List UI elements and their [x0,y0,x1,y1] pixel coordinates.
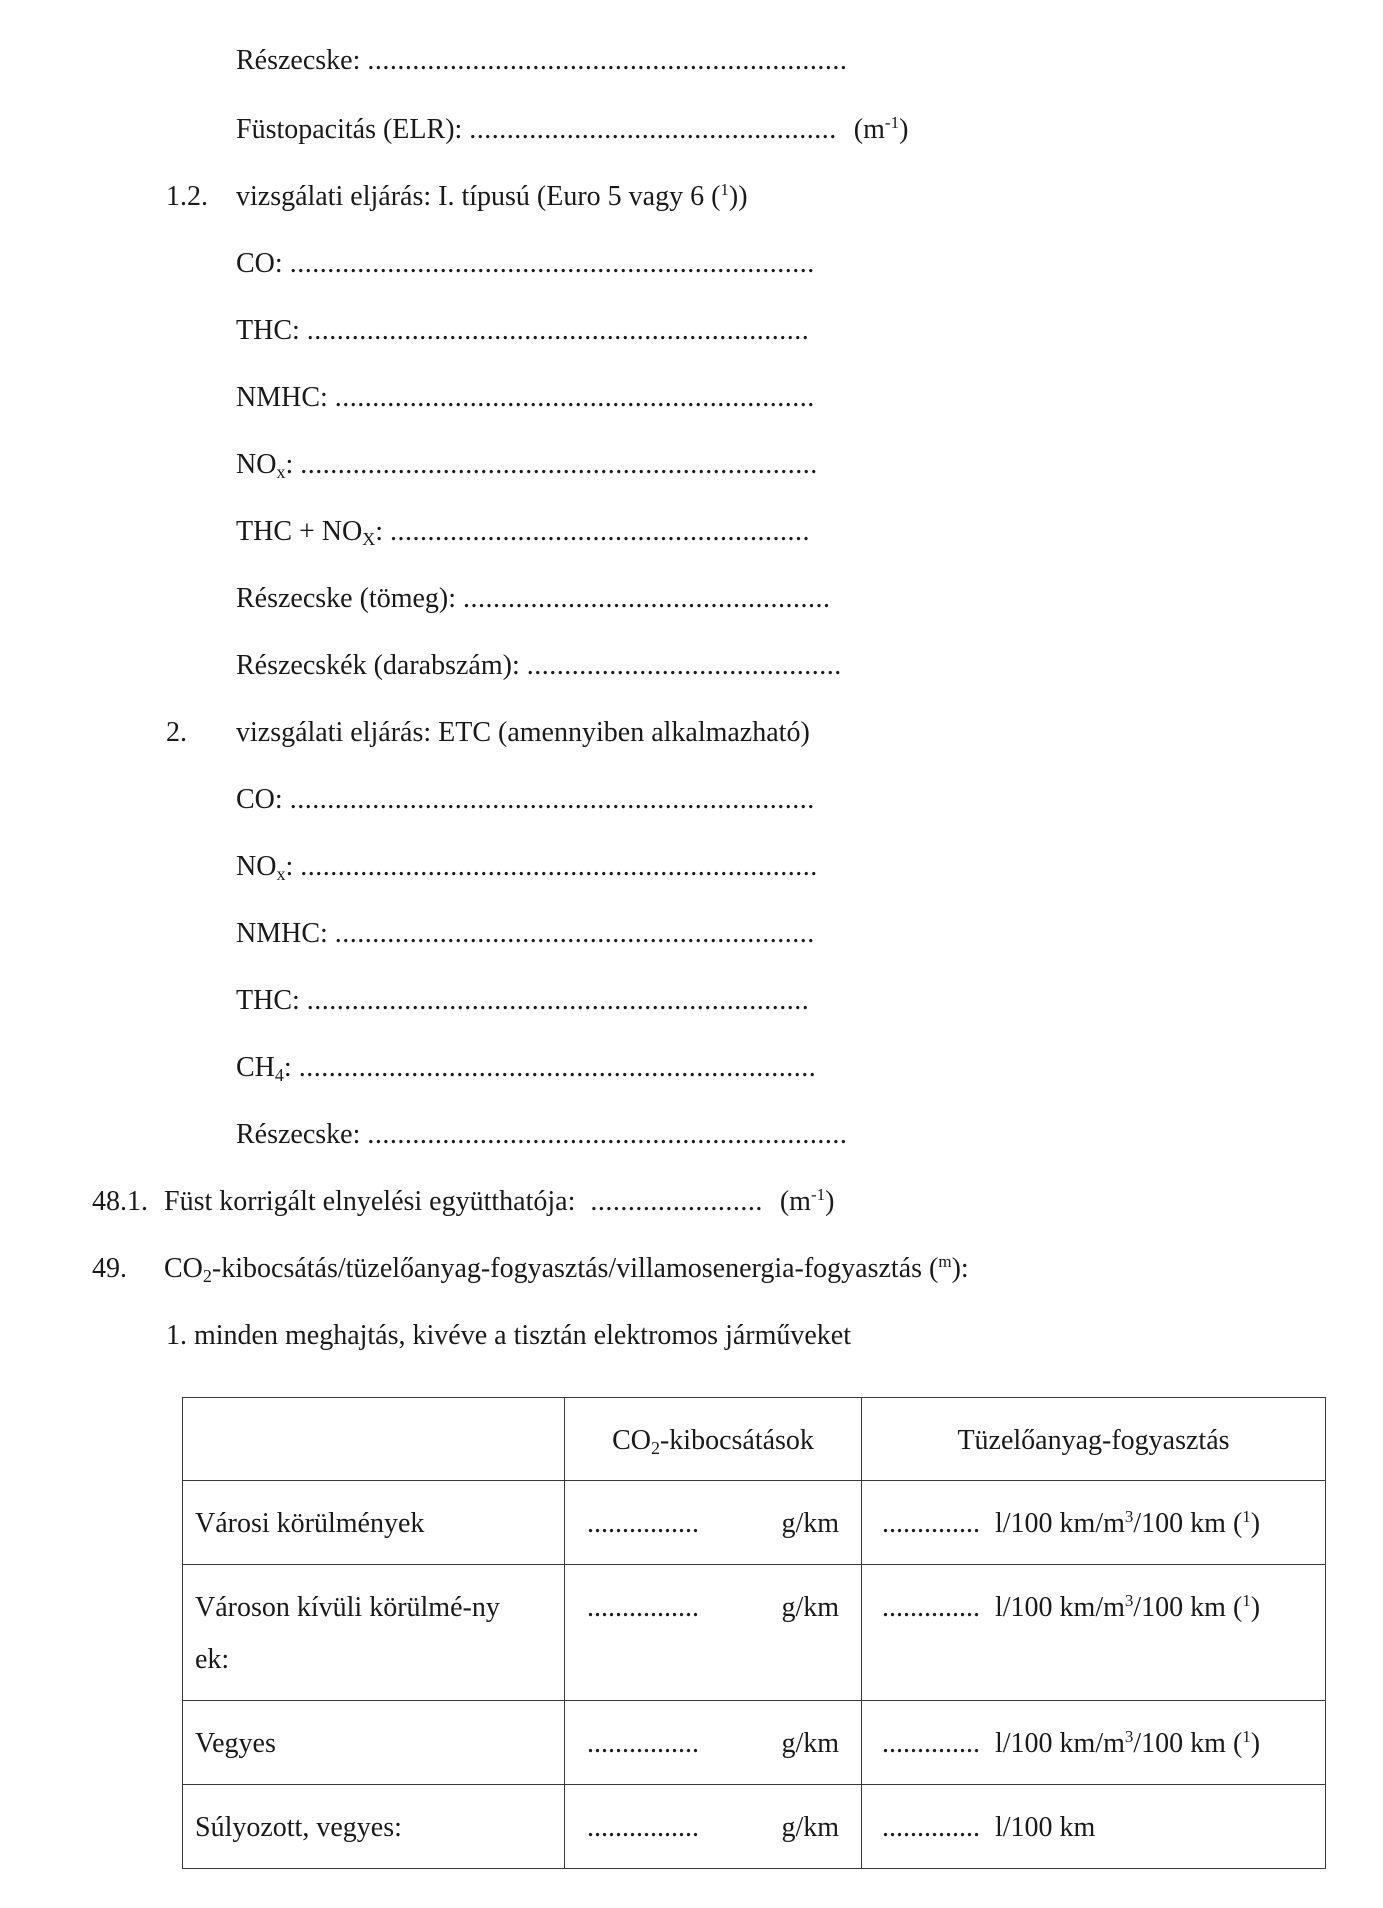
unit: l/100 $km/m^3/100$ km ($^1$) [995,1727,1261,1759]
fill-in-dots: ................ [587,1728,699,1759]
field-label: Részecskék (darabszám): [236,650,520,681]
table-row [183,1785,1326,1869]
section-text: vizsgálati eljárás: I. típusú (Euro 5 vagy 6 ($^1$)) [236,180,748,212]
fill-in-dots: .............. [882,1812,980,1843]
field-label: Részecske: [236,45,361,76]
table-row [183,1481,1326,1565]
co2-cell [565,1785,862,1869]
field-nmhc-1 [236,381,815,415]
fill-in-dots: .............. [882,1592,980,1623]
section-2-heading [166,716,810,750]
field-label: NMHC: [236,918,328,949]
field-thc-nox [236,515,810,549]
item-number: 49. [92,1253,127,1284]
field-reszecske-1 [236,44,847,78]
fill-in-dots: ..................................................................... [300,449,818,480]
fill-in-dots: ........................................................ [390,516,811,547]
table-row [183,1701,1326,1785]
field-label: CO: [236,784,283,815]
field-nox-1 [236,448,818,482]
unit: l/100 $km/m^3/100$ km ($^1$) [995,1507,1261,1539]
field-label: THC: [236,985,300,1016]
item-48-1 [92,1185,834,1219]
fill-in-dots: ....................... [590,1186,763,1217]
unit: $(m^{-1})$ [853,113,909,145]
unit: l/100 $km/m^3/100$ km ($^1$) [995,1591,1261,1623]
section-1-2-heading [166,180,748,214]
section-text: vizsgálati eljárás: ETC (amennyiben alkalmazható) [236,717,810,748]
item-49 [92,1252,969,1286]
fill-in-dots: .............. [882,1508,980,1539]
field-ch4 [236,1051,816,1085]
field-fustopacitas [236,113,908,147]
header-cell-empty [183,1398,565,1481]
co2-cell [565,1481,862,1565]
section-number: 2. [166,717,187,748]
item-text: Füst korrigált elnyelési együtthatója: [164,1186,576,1217]
field-label: $NO_x$: [236,851,294,884]
fill-in-dots: .......................................... [526,650,842,681]
item-number: 48.1. [92,1186,148,1217]
fuel-cell [862,1701,1326,1785]
fill-in-dots: ..................................................................... [298,1052,817,1083]
fill-in-dots: ................................................................ [334,382,815,413]
field-label: $CH_4$: [236,1052,292,1085]
fill-in-dots: ................................................................ [367,45,848,76]
field-nmhc-2 [236,917,815,951]
section-number: 1.2. [166,181,208,212]
field-label: THC + $NO_X$: [236,516,384,549]
field-label: THC: [236,315,300,346]
unit: g/km [781,1812,839,1843]
unit: $(m^{-1})$ [779,1185,835,1217]
header-cell-co2: $CO_2$-kibocsátások [565,1398,862,1481]
field-label: Füstopacitás (ELR): [236,114,463,145]
fill-in-dots: ................ [587,1812,699,1843]
co2-cell [565,1565,862,1701]
field-reszecske-2 [236,1118,847,1152]
fill-in-dots: .............. [882,1728,980,1759]
field-co-2 [236,783,815,817]
fill-in-dots: ................................................. [463,583,831,614]
field-thc-2 [236,984,809,1018]
fill-in-dots: ................................................................ [334,918,815,949]
fill-in-dots: ...................................................................... [289,784,815,815]
field-label: CO: [236,248,283,279]
row-label: Vegyes [183,1701,565,1785]
field-reszecske-tomeg [236,582,831,616]
subsection-1 [166,1319,851,1353]
unit: g/km [781,1728,839,1759]
field-label: $NO_x$: [236,449,294,482]
unit: l/100 km [995,1812,1096,1843]
fuel-cell [862,1565,1326,1701]
header-cell-fuel: Tüzelőanyag-fogyasztás [862,1398,1326,1481]
row-label: Városi körülmények [183,1481,565,1565]
table-header-row [183,1398,1326,1481]
row-label: Súlyozott, vegyes: [183,1785,565,1869]
field-label: NMHC: [236,382,328,413]
fill-in-dots: ................................................................... [306,315,810,346]
fill-in-dots: ..................................................................... [300,851,818,882]
field-label: Részecske (tömeg): [236,583,457,614]
row-label: Városon kívüli körülmé-nyek: [183,1565,565,1701]
fill-in-dots: ................................................. [469,114,837,145]
field-nox-2 [236,850,818,884]
fill-in-dots: ................................................................... [306,985,810,1016]
emissions-table [182,1397,1326,1869]
co2-cell [565,1701,862,1785]
fuel-cell [862,1481,1326,1565]
fill-in-dots: ................................................................ [367,1119,848,1150]
unit: g/km [781,1592,839,1623]
field-thc-1 [236,314,809,348]
table-row [183,1565,1326,1701]
field-co-1 [236,247,815,281]
fill-in-dots: ................ [587,1508,699,1539]
fuel-cell [862,1785,1326,1869]
field-reszecskek-darabszam [236,649,842,683]
fill-in-dots: ...................................................................... [289,248,815,279]
fill-in-dots: ................ [587,1592,699,1623]
field-label: Részecske: [236,1119,361,1150]
unit: g/km [781,1508,839,1539]
item-text: $CO_2-kibocsátás/tüzelőanyag-fogyasztás/villamosenergia$-fogyasztás ($^m$): [164,1252,969,1286]
subsection-text: 1. minden meghajtás, kivéve a tisztán elektromos járműveket [166,1320,852,1351]
